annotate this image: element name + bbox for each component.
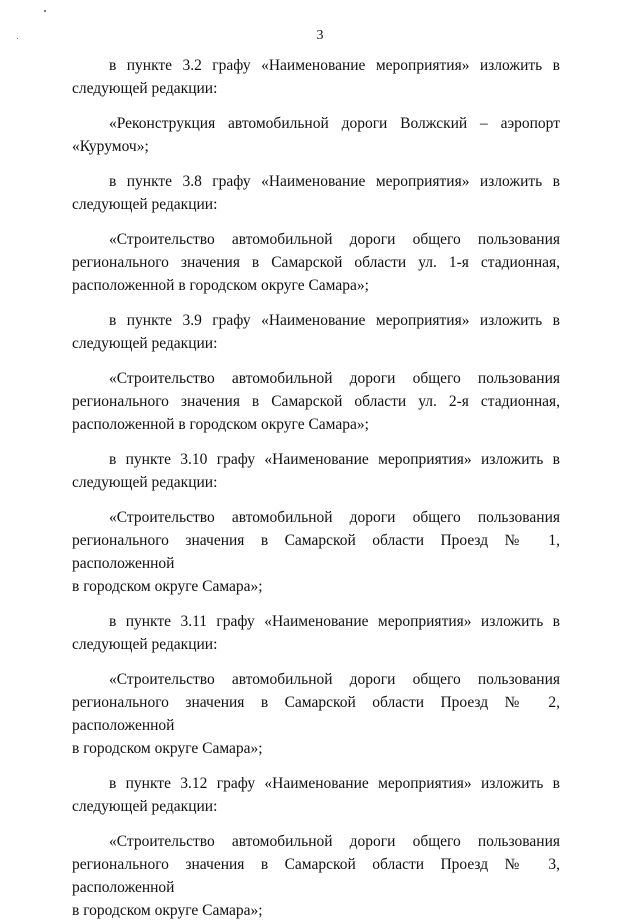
paragraph-line: в городском округе Самара»;	[72, 740, 263, 757]
amendment-text-paragraph	[72, 668, 560, 760]
paragraph-line: регионального значения в Самарской области ул. 1-я стадионная,	[72, 254, 560, 271]
paragraph-line: следующей редакции:	[72, 636, 218, 653]
amendment-instruction-paragraph	[72, 309, 560, 355]
paragraph-line: «Курумоч»;	[72, 138, 149, 155]
amendment-text-paragraph	[72, 367, 560, 436]
paragraph-line: регионального значения в Самарской области Проезд № 2, расположенной	[72, 694, 560, 734]
paragraph-line: «Строительство автомобильной дороги общего пользования	[109, 509, 560, 526]
paragraph-line: в городском округе Самара»;	[72, 578, 263, 595]
paragraph-line: в пункте 3.10 графу «Наименование мероприятия» изложить в	[109, 451, 560, 468]
paragraph-line: «Строительство автомобильной дороги общего пользования	[109, 833, 560, 850]
paragraph-line: «Строительство автомобильной дороги общего пользования	[109, 370, 560, 387]
paragraph-line: в пункте 3.2 графу «Наименование мероприятия» изложить в	[109, 57, 560, 74]
amendment-instruction-paragraph	[72, 448, 560, 494]
paragraph-line: «Строительство автомобильной дороги общего пользования	[109, 231, 560, 248]
paragraph-line: в пункте 3.12 графу «Наименование мероприятия» изложить в	[109, 775, 560, 792]
paragraph-line: следующей редакции:	[72, 474, 218, 491]
document-body	[72, 54, 560, 922]
paragraph-line: расположенной в городском округе Самара»;	[72, 277, 369, 294]
paragraph-line: регионального значения в Самарской области Проезд № 1, расположенной	[72, 532, 560, 572]
amendment-text-paragraph	[72, 228, 560, 297]
amendment-instruction-paragraph	[72, 610, 560, 656]
paragraph-line: регионального значения в Самарской области Проезд № 3, расположенной	[72, 856, 560, 896]
paragraph-line: следующей редакции:	[72, 798, 218, 815]
paragraph-line: в пункте 3.8 графу «Наименование мероприятия» изложить в	[109, 173, 560, 190]
paragraph-line: в пункте 3.9 графу «Наименование мероприятия» изложить в	[109, 312, 560, 329]
paragraph-line: регионального значения в Самарской области ул. 2-я стадионная,	[72, 393, 560, 410]
page-number: 3	[316, 28, 324, 43]
amendment-instruction-paragraph	[72, 170, 560, 216]
scan-speck	[44, 10, 46, 12]
paragraph-line: в пункте 3.11 графу «Наименование мероприятия» изложить в	[109, 613, 560, 630]
paragraph-line: следующей редакции:	[72, 335, 218, 352]
amendment-text-paragraph	[72, 830, 560, 922]
paragraph-line: расположенной в городском округе Самара»;	[72, 416, 369, 433]
paragraph-line: следующей редакции:	[72, 80, 218, 97]
paragraph-line: «Строительство автомобильной дороги общего пользования	[109, 671, 560, 688]
amendment-instruction-paragraph	[72, 54, 560, 100]
paragraph-line: следующей редакции:	[72, 196, 218, 213]
amendment-text-paragraph	[72, 506, 560, 598]
amendment-instruction-paragraph	[72, 772, 560, 818]
paragraph-line: в городском округе Самара»;	[72, 902, 263, 919]
amendment-text-paragraph	[72, 112, 560, 158]
paragraph-line: «Реконструкция автомобильной дороги Волжский – аэропорт	[109, 115, 560, 132]
